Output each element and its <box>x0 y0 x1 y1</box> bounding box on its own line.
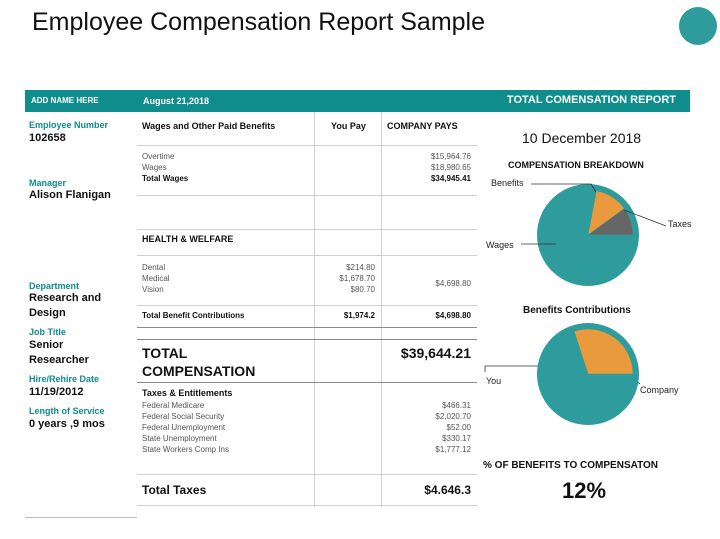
tax-label-social-security: Federal Social Security <box>142 412 225 421</box>
health-label-medical: Medical <box>142 274 170 283</box>
tax-label-state-unemployment: State Unemployment <box>142 434 217 443</box>
service-length-value: 0 years ,9 mos <box>29 418 105 430</box>
total-taxes-value: $4.646.3 <box>424 483 471 497</box>
total-taxes-label: Total Taxes <box>142 483 207 497</box>
tax-label-medicare: Federal Medicare <box>142 401 205 410</box>
pie-label-benefits: Benefits <box>491 178 524 188</box>
health-label-dental: Dental <box>142 263 166 272</box>
department-label: Department <box>29 281 80 291</box>
tax-company-workers-comp: $1,777.12 <box>435 445 471 454</box>
footer-divider <box>25 517 137 518</box>
health-label-vision: Vision <box>142 285 164 294</box>
total-wages-company: $34,945.41 <box>430 174 471 183</box>
service-length-label: Length of Service <box>29 406 105 416</box>
job-title-line2: Researcher <box>29 354 89 366</box>
decorative-circle <box>679 7 717 45</box>
wage-label-wages: Wages <box>142 163 167 172</box>
wage-company-wages: $18,980.65 <box>430 163 471 172</box>
health-company-total: $4,698.80 <box>435 279 471 288</box>
pie-label-wages: Wages <box>486 240 514 250</box>
pie-label-company: Company <box>640 385 679 395</box>
compensation-breakdown-pie <box>536 183 640 287</box>
manager-value: Alison Flanigan <box>29 189 111 201</box>
health-welfare-header: HEALTH & WELFARE <box>142 234 234 244</box>
department-value-line1: Research and <box>29 292 102 304</box>
compensation-breakdown-title: COMPENSATION BREAKDOWN <box>508 160 644 170</box>
total-benefit-label: Total Benefit Contributions <box>142 311 245 320</box>
employee-number-label: Employee Number <box>29 120 109 130</box>
col-header-company-pays: COMPANY PAYS <box>387 121 458 131</box>
wage-label-overtime: Overtime <box>142 152 175 161</box>
tax-company-state-unemployment: $330.17 <box>442 434 471 443</box>
tax-company-federal-unemployment: $52.00 <box>446 423 471 432</box>
hire-date-value: 11/19/2012 <box>29 386 84 398</box>
report-date-large: 10 December 2018 <box>522 130 642 146</box>
job-title-label: Job Title <box>29 327 66 337</box>
benefits-contributions-pie <box>536 322 640 426</box>
employee-number: 102658 <box>29 132 66 144</box>
total-compensation-value: $39,644.21 <box>400 345 471 361</box>
tax-label-federal-unemployment: Federal Unemployment <box>142 423 226 432</box>
total-benefit-company: $4,698.80 <box>435 311 471 320</box>
page-title: Employee Compensation Report Sample <box>32 8 486 36</box>
job-title-line1: Senior <box>29 339 64 351</box>
compensation-table <box>137 112 477 507</box>
benefits-percent-title: % OF BENEFITS TO COMPENSATON <box>483 460 659 471</box>
health-you-dental: $214.80 <box>346 263 375 272</box>
wage-company-overtime: $15,964.76 <box>430 152 471 161</box>
total-compensation-label-line1: TOTAL <box>142 345 188 361</box>
report-title: TOTAL COMENSATION REPORT <box>506 94 676 106</box>
taxes-header: Taxes & Entitlements <box>142 388 233 398</box>
benefits-percent-value: 12% <box>562 478 607 503</box>
report-date: August 21,2018 <box>143 96 210 106</box>
header-bar <box>25 90 690 112</box>
pie-label-taxes: Taxes <box>668 219 692 229</box>
col-header-you-pay: You Pay <box>331 121 366 131</box>
name-placeholder[interactable]: ADD NAME HERE <box>31 96 99 105</box>
hire-date-label: Hire/Rehire Date <box>29 374 100 384</box>
health-you-vision: $80.70 <box>350 285 375 294</box>
col-header-benefits: Wages and Other Paid Benefits <box>142 121 276 131</box>
tax-label-workers-comp: State Workers Comp Ins <box>142 445 229 454</box>
pie-label-you: You <box>486 376 502 386</box>
health-you-medical: $1,678.70 <box>339 274 375 283</box>
tax-company-medicare: $466.31 <box>442 401 471 410</box>
department-value-line2: Design <box>29 307 66 319</box>
tax-company-social-security: $2,020.70 <box>435 412 471 421</box>
benefits-contributions-title: Benefits Contributions <box>523 305 631 316</box>
total-wages-label: Total Wages <box>142 174 189 183</box>
manager-label: Manager <box>29 178 67 188</box>
total-compensation-label-line2: COMPENSATION <box>142 363 256 379</box>
total-benefit-you: $1,974.2 <box>343 311 375 320</box>
